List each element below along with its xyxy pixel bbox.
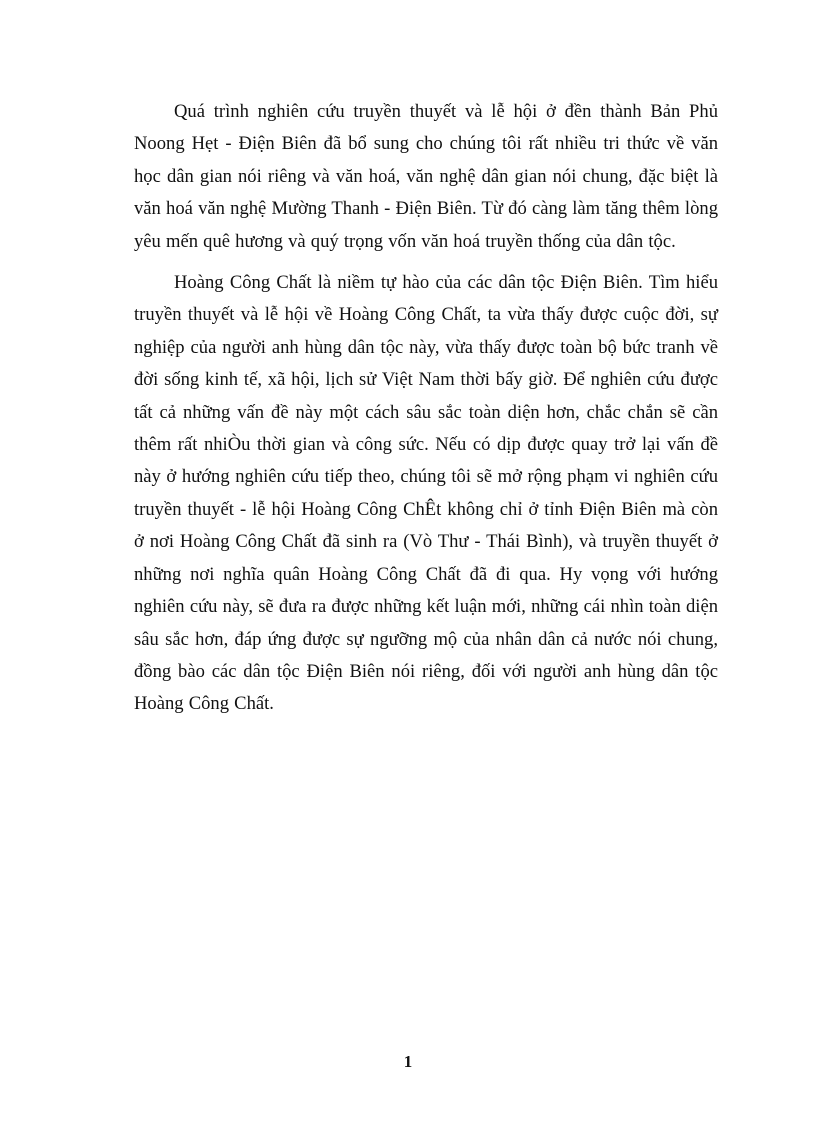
page-number: 1 <box>403 1052 413 1071</box>
paragraph-1: Quá trình nghiên cứu truyền thuyết và lễ hội ở đền thành Bản Phủ Noong Hẹt - Điện Biên đã bổ sung cho chúng tôi rất nhiều tri thức về văn học dân gian nói riêng và văn hoá, văn nghệ dân gian nói chung, đặc biệt là văn hoá văn nghệ Mường Thanh - Điện Biên. Từ đó càng làm tăng thêm lòng yêu mến quê hương và quý trọng vốn văn hoá truyền thống của dân tộc. <box>134 101 718 252</box>
paragraph-2: Hoàng Công Chất là niềm tự hào của các dân tộc Điện Biên. Tìm hiểu truyền thuyết và lễ hội về Hoàng Công Chất, ta vừa thấy được cuộc đời, sự nghiệp của người anh hùng dân tộc này, vừa thấy được toàn bộ bức tranh về đời sống kinh tế, xã hội, lịch sử Việt Nam thời bấy giờ. Để nghiên cứu được tất cả những vấn đề này một cách sâu sắc toàn diện hơn, chắc chắn sẽ cần thêm rất nhiÒu thời gian và công sức. Nếu có dịp được quay trở lại vấn đề này ở hướng nghiên cứu tiếp theo, chúng tôi sẽ mở rộng phạm vi nghiên cứu truyền thuyết - lễ hội Hoàng Công ChÊt không chỉ ở tỉnh Điện Biên mà còn ở nơi Hoàng Công Chất đã sinh ra (Vò Thư - Thái Bình), và truyền thuyết ở những nơi nghĩa quân Hoàng Công Chất đã đi qua. Hy vọng với hướng nghiên cứu này, sẽ đưa ra được những kết luận mới, những cái nhìn toàn diện sâu sắc hơn, đáp ứng được sự ngưỡng mộ của nhân dân cả nước nói chung, đồng bào các dân tộc Điện Biên nói riêng, đối với người anh hùng dân tộc Hoàng Công Chất. <box>134 272 718 715</box>
body-text <box>134 96 718 730</box>
